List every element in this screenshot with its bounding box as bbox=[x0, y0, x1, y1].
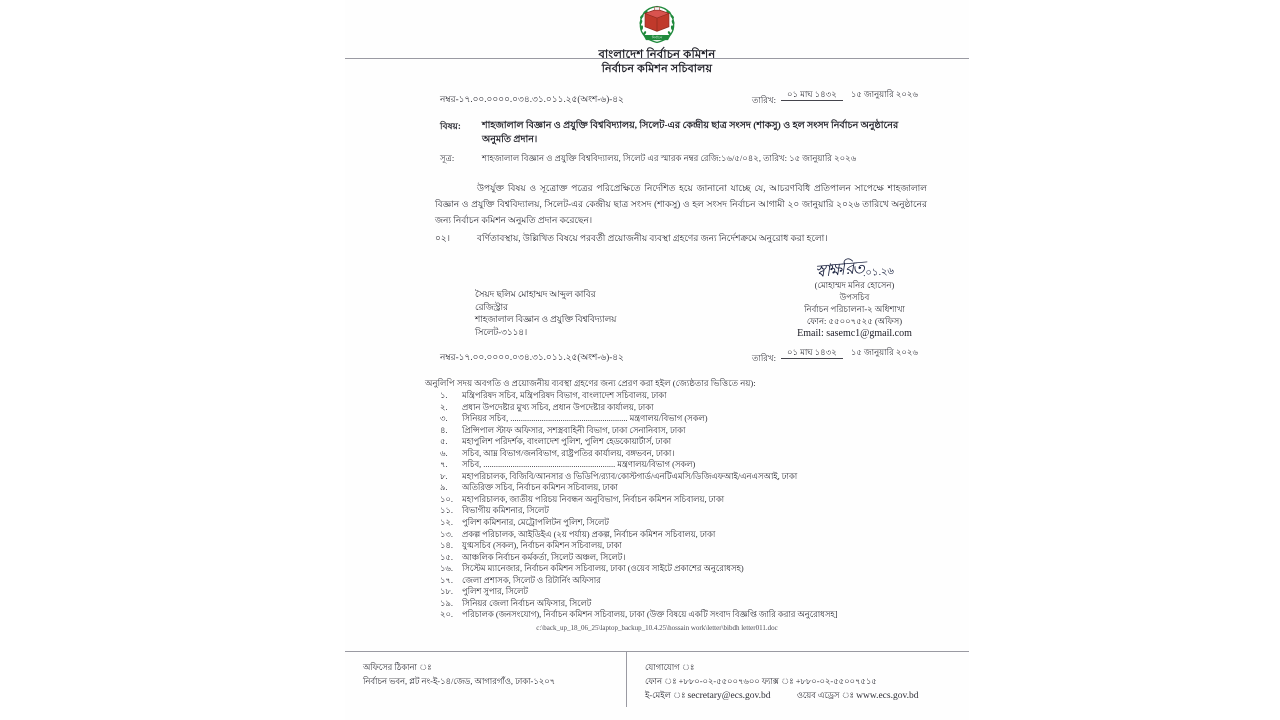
reference-label: সূত্র: bbox=[440, 153, 455, 163]
distribution-item bbox=[440, 505, 940, 517]
distribution-item bbox=[440, 471, 940, 483]
distribution-item-number: ১২. bbox=[440, 518, 453, 528]
distribution-item-text: প্রিন্সিপাল স্টাফ অফিসার, সশস্ত্রবাহিনী বিভাগ, ঢাকা সেনানিবাস, ঢাকা bbox=[462, 425, 686, 435]
distribution-item-number: ৮. bbox=[440, 471, 448, 481]
date-english-top: ১৫ জানুয়ারি ২০২৬ bbox=[850, 89, 918, 99]
signatory-branch: নির্বাচন পরিচালনা-২ অধিশাখা bbox=[804, 304, 905, 314]
date-bangla-top: ০১ মাঘ ১৪৩২ bbox=[781, 89, 843, 101]
distribution-item-text: যুগ্মসচিব (সকল), নির্বাচন কমিশন সচিবালয়, ঢাকা bbox=[462, 541, 622, 551]
distribution-item bbox=[440, 413, 940, 425]
distribution-item bbox=[440, 390, 940, 402]
signature-block bbox=[740, 257, 969, 340]
letter-document-page bbox=[345, 0, 969, 720]
handwritten-signature bbox=[740, 257, 969, 283]
footer-address-value: নির্বাচন ভবন, প্লট নং-ই-১৪/জেড, আগারগাঁও, ঢাকা-১২০৭ bbox=[363, 677, 556, 686]
addressee-block bbox=[475, 288, 616, 338]
distribution-item-number: ৫. bbox=[440, 437, 448, 447]
distribution-item-text: প্রধান উপদেষ্টার মুখ্য সচিব, প্রধান উপদেষ্টার কার্যালয়, ঢাকা bbox=[462, 402, 654, 412]
distribution-item-number: ২০. bbox=[440, 610, 453, 620]
signatory-designation: উপসচিব bbox=[839, 292, 870, 302]
distribution-item bbox=[440, 448, 940, 460]
distribution-item-text: সচিব, আম্ন বিভাগ/জনবিভাগ, রাষ্ট্রপতির কার্যালয়, বঙ্গভবন, ঢাকা। bbox=[462, 448, 675, 458]
footer-address-label: অফিসের ঠিকানা ঃ bbox=[363, 663, 432, 672]
distribution-item-text: পুলিশ কমিশনার, মেট্রোপলিটন পুলিশ, সিলেট bbox=[462, 518, 609, 528]
date-label-top: তারিখ: bbox=[752, 95, 776, 105]
distribution-item-number: ১৮. bbox=[440, 587, 453, 597]
distribution-item-text: পুলিশ সুপার, সিলেট bbox=[462, 587, 528, 597]
distribution-item-text: সিনিয়র জেলা নির্বাচন অফিসার, সিলেট bbox=[462, 598, 592, 608]
distribution-item bbox=[440, 563, 940, 575]
distribution-item bbox=[440, 609, 940, 621]
distribution-item-text: প্রকল্প পরিচালক, আইডিইএ (২য় পর্যায়) প্রকল্প, নির্বাচন কমিশন সচিবালয়, ঢাকা bbox=[462, 529, 716, 539]
signature-mark: স্বাক্ষরিত bbox=[814, 257, 864, 283]
distribution-item bbox=[440, 436, 940, 448]
footer-fax-value: +৮৮০-০২-৫৫০০৭৫১৫ bbox=[795, 677, 877, 686]
signatory-email-line bbox=[740, 327, 969, 340]
distribution-item-number: ৪. bbox=[440, 425, 448, 435]
addressee-designation: রেজিস্ট্রার bbox=[475, 301, 508, 312]
subject-row bbox=[440, 119, 922, 147]
signatory-email-value: sasemc1@gmail.com bbox=[826, 328, 912, 339]
distribution-heading: অনুলিপি সদয় অবগতি ও প্রয়োজনীয় ব্যবস্থা গ্রহণের জন্য প্রেরণ করা হইল (জ্যেষ্ঠতার ভিত্তিতে নয়): bbox=[425, 378, 756, 388]
header-divider bbox=[345, 58, 969, 59]
distribution-item-number: ৩. bbox=[440, 414, 448, 424]
footer-email-label: ই-মেইল ঃ bbox=[645, 691, 686, 700]
election-commission-seal-icon bbox=[345, 0, 969, 48]
distribution-item bbox=[440, 586, 940, 598]
distribution-item-text: মহাপুলিশ পরিদর্শক, বাংলাদেশ পুলিশ, পুলিশ হেডকোয়ার্টার্স, ঢাকা bbox=[462, 437, 672, 447]
distribution-item-number: ১৪. bbox=[440, 541, 453, 551]
footer-email-value: secretary@ecs.gov.bd bbox=[687, 691, 771, 701]
distribution-item-number: ১১. bbox=[440, 506, 453, 516]
distribution-item-number: ১৫. bbox=[440, 552, 453, 562]
distribution-item bbox=[440, 517, 940, 529]
memo-number-bottom: নম্বর-১৭.০০.০০০০.০৩৪.৩১.০১১.২৫(অংশ-৬)-৪২ bbox=[440, 352, 624, 362]
distribution-item bbox=[440, 494, 940, 506]
body-paragraph: উপর্যুক্ত বিষয় ও সূত্রোক্ত পত্রের পরিপ্রেক্ষিতে নির্দেশিত হয়ে জানানো যাচ্ছে যে, আচরণবিধি প্রতিপালন সাপেক্ষে শাহজালাল বিজ্ঞান ও প্রযুক্তি বিশ্ববিদ্যালয়, সিলেট-এর কেন্দ্রীয় ছাত্র সংসদ (শাকসু) ও হল সংসদ নির্বাচন আগামী ২০ জানুয়ারি ২০২৬ তারিখে অনুষ্ঠানের জন্য নির্বাচন কমিশন অনুমতি প্রদান করেছেন। bbox=[435, 183, 927, 225]
distribution-item-number: ৯. bbox=[440, 483, 448, 493]
footer-fax-label: ফ্যাক্স ঃ bbox=[761, 677, 794, 686]
footer-phone-value: +৮৮০-০২-৫৫০০৭৬০০ bbox=[678, 677, 760, 686]
footer-email-web-line bbox=[645, 689, 969, 703]
body-clause-row bbox=[435, 231, 927, 246]
distribution-item-text: অতিরিক্ত সচিব, নির্বাচন কমিশন সচিবালয়, ঢাকা bbox=[462, 483, 618, 493]
distribution-item bbox=[440, 459, 940, 471]
distribution-item bbox=[440, 482, 940, 494]
distribution-item bbox=[440, 540, 940, 552]
addressee-city: সিলেট-৩১১৪। bbox=[475, 326, 528, 337]
distribution-item bbox=[440, 402, 940, 414]
footer-contact-column bbox=[627, 651, 969, 707]
addressee-institution: শাহজালাল বিজ্ঞান ও প্রযুক্তি বিশ্ববিদ্যালয় bbox=[475, 314, 617, 324]
memo-header-top bbox=[345, 89, 969, 118]
distribution-item bbox=[440, 575, 940, 587]
page-footer bbox=[345, 651, 969, 707]
signatory-phone: ফোন: ৫৫০০৭৫২৫ (অফিস) bbox=[806, 316, 903, 326]
distribution-item bbox=[440, 529, 940, 541]
distribution-item-text: বিভাগীয় কমিশনার, সিলেট bbox=[462, 506, 549, 516]
date-label-bottom: তারিখ: bbox=[752, 353, 776, 363]
footer-address-column bbox=[345, 651, 627, 707]
footer-phone-fax-line bbox=[645, 675, 969, 689]
distribution-item-text: মহাপরিচালক, জাতীয় পরিচয় নিবন্ধন অনুবিভাগ, নির্বাচন কমিশন সচিবালয়, ঢাকা bbox=[462, 494, 725, 504]
footer-phone-label: ফোন ঃ bbox=[645, 677, 677, 686]
date-english-bottom: ১৫ জানুয়ারি ২০২৬ bbox=[850, 347, 918, 357]
distribution-list bbox=[440, 390, 940, 621]
organization-subname: নির্বাচন কমিশন সচিবালয় bbox=[601, 63, 713, 75]
distribution-item-text: পরিচালক (জনসংযোগ), নির্বাচন কমিশন সচিবালয়, ঢাকা (উক্ত বিষয়ে একটি সংবাদ বিজ্ঞপ্তি জারি করার অনুরোধসহ] bbox=[462, 610, 838, 620]
distribution-item-number: ১. bbox=[440, 391, 448, 400]
footer-contact-label: যোগাযোগ ঃ bbox=[645, 663, 695, 672]
memo-header-bottom bbox=[345, 347, 969, 376]
signatory-email-label: Email: bbox=[797, 328, 824, 339]
distribution-item-text: জেলা প্রশাসক, সিলেট ও রিটার্নিং অফিসার bbox=[462, 575, 601, 585]
subject-text: শাহজালাল বিজ্ঞান ও প্রযুক্তি বিশ্ববিদ্যালয়, সিলেট-এর কেন্দ্রীয় ছাত্র সংসদ (শাকসু) ও হল সংসদ নির্বাচন অনুষ্ঠানের অনুমতি প্রদান। bbox=[482, 121, 899, 145]
distribution-item-text: মহাপরিচালক, বিজিবি/আনসার ও ভিডিপি/র‌্যাব/কোস্টগার্ড/এনটিএমসি/ডিজিএফআই/এনএসআই, ঢাকা bbox=[462, 471, 798, 481]
organization-name: বাংলাদেশ নির্বাচন কমিশন bbox=[598, 49, 716, 61]
clause-number: ০২। bbox=[435, 233, 450, 243]
distribution-item-text: সিস্টেম ম্যানেজার, নির্বাচন কমিশন সচিবালয়, ঢাকা (ওয়েব সাইটে প্রকাশের অনুরোধসহ) bbox=[462, 564, 744, 574]
date-bangla-bottom: ০১ মাঘ ১৪৩২ bbox=[781, 347, 843, 359]
signatory-name: (মোহাম্মদ মনির হোসেন) bbox=[814, 280, 895, 290]
date-block-bottom bbox=[752, 347, 924, 366]
distribution-item-number: ১৭. bbox=[440, 575, 453, 585]
addressee-name: সৈয়দ ছলিম মোহাম্মদ আব্দুল কাবির bbox=[475, 289, 596, 299]
distribution-item-text: মন্ত্রিপরিষদ সচিব, মন্ত্রিপরিষদ বিভাগ, বাংলাদেশ সচিবালয়, ঢাকা bbox=[462, 391, 667, 400]
distribution-item-number: ১০. bbox=[440, 494, 453, 504]
distribution-item-number: ১৯. bbox=[440, 598, 453, 608]
svg-text:নির্বাচন: নির্বাচন bbox=[651, 35, 663, 40]
distribution-item-text: আঞ্চলিক নির্বাচন কর্মকর্তা, সিলেট অঞ্চল, সিলেট। bbox=[462, 552, 626, 562]
distribution-item-number: ৭. bbox=[440, 460, 448, 470]
reference-row bbox=[440, 152, 922, 170]
letterhead bbox=[345, 0, 969, 76]
distribution-item-number: ২. bbox=[440, 402, 448, 412]
distribution-item bbox=[440, 425, 940, 437]
distribution-item-number: ১৬. bbox=[440, 564, 453, 574]
distribution-item bbox=[440, 598, 940, 610]
source-file-path: c:\back_up_18_06_25\laptop_backup_10.4.25\hossain work\letter\bibdh letter011.doc bbox=[536, 624, 778, 632]
distribution-item bbox=[440, 552, 940, 564]
distribution-item-text: সচিব, ............................................................... মন্ত্রণালয়/বিভাগ (সকল) bbox=[462, 460, 696, 470]
footer-web-value: www.ecs.gov.bd bbox=[856, 691, 919, 701]
distribution-item-text: সিনিয়র সচিব, ........................................................ মন্ত্রণালয়/বিভাগ (সকল) bbox=[462, 414, 708, 424]
subject-label: বিষয়: bbox=[440, 121, 461, 131]
date-block-top bbox=[752, 89, 924, 108]
distribution-item-number: ১৩. bbox=[440, 529, 453, 539]
clause-text: বর্ণিতাবস্থায়, উল্লিখিত বিষয়ে পরবর্তী প্রয়োজনীয় ব্যবস্থা গ্রহণের জন্য নির্দেশক্রমে অনুরোধ করা হলো। bbox=[477, 233, 828, 243]
distribution-item-number: ৬. bbox=[440, 448, 448, 458]
memo-number-top: নম্বর-১৭.০০.০০০০.০৩৪.৩১.০১১.২৫(অংশ-৬)-৪২ bbox=[440, 94, 624, 104]
signature-date-mark: .০১.২৬ bbox=[862, 265, 895, 280]
reference-text: শাহজালাল বিজ্ঞান ও প্রযুক্তি বিশ্ববিদ্যালয়, সিলেট এর স্মারক নম্বর রেজি:১৬/৫/০৪২, তারিখ: ১৫ জানুয়ারি ২০২৬ bbox=[482, 153, 857, 163]
footer-web-label: ওয়েব এড্রেস ঃ bbox=[796, 691, 855, 700]
